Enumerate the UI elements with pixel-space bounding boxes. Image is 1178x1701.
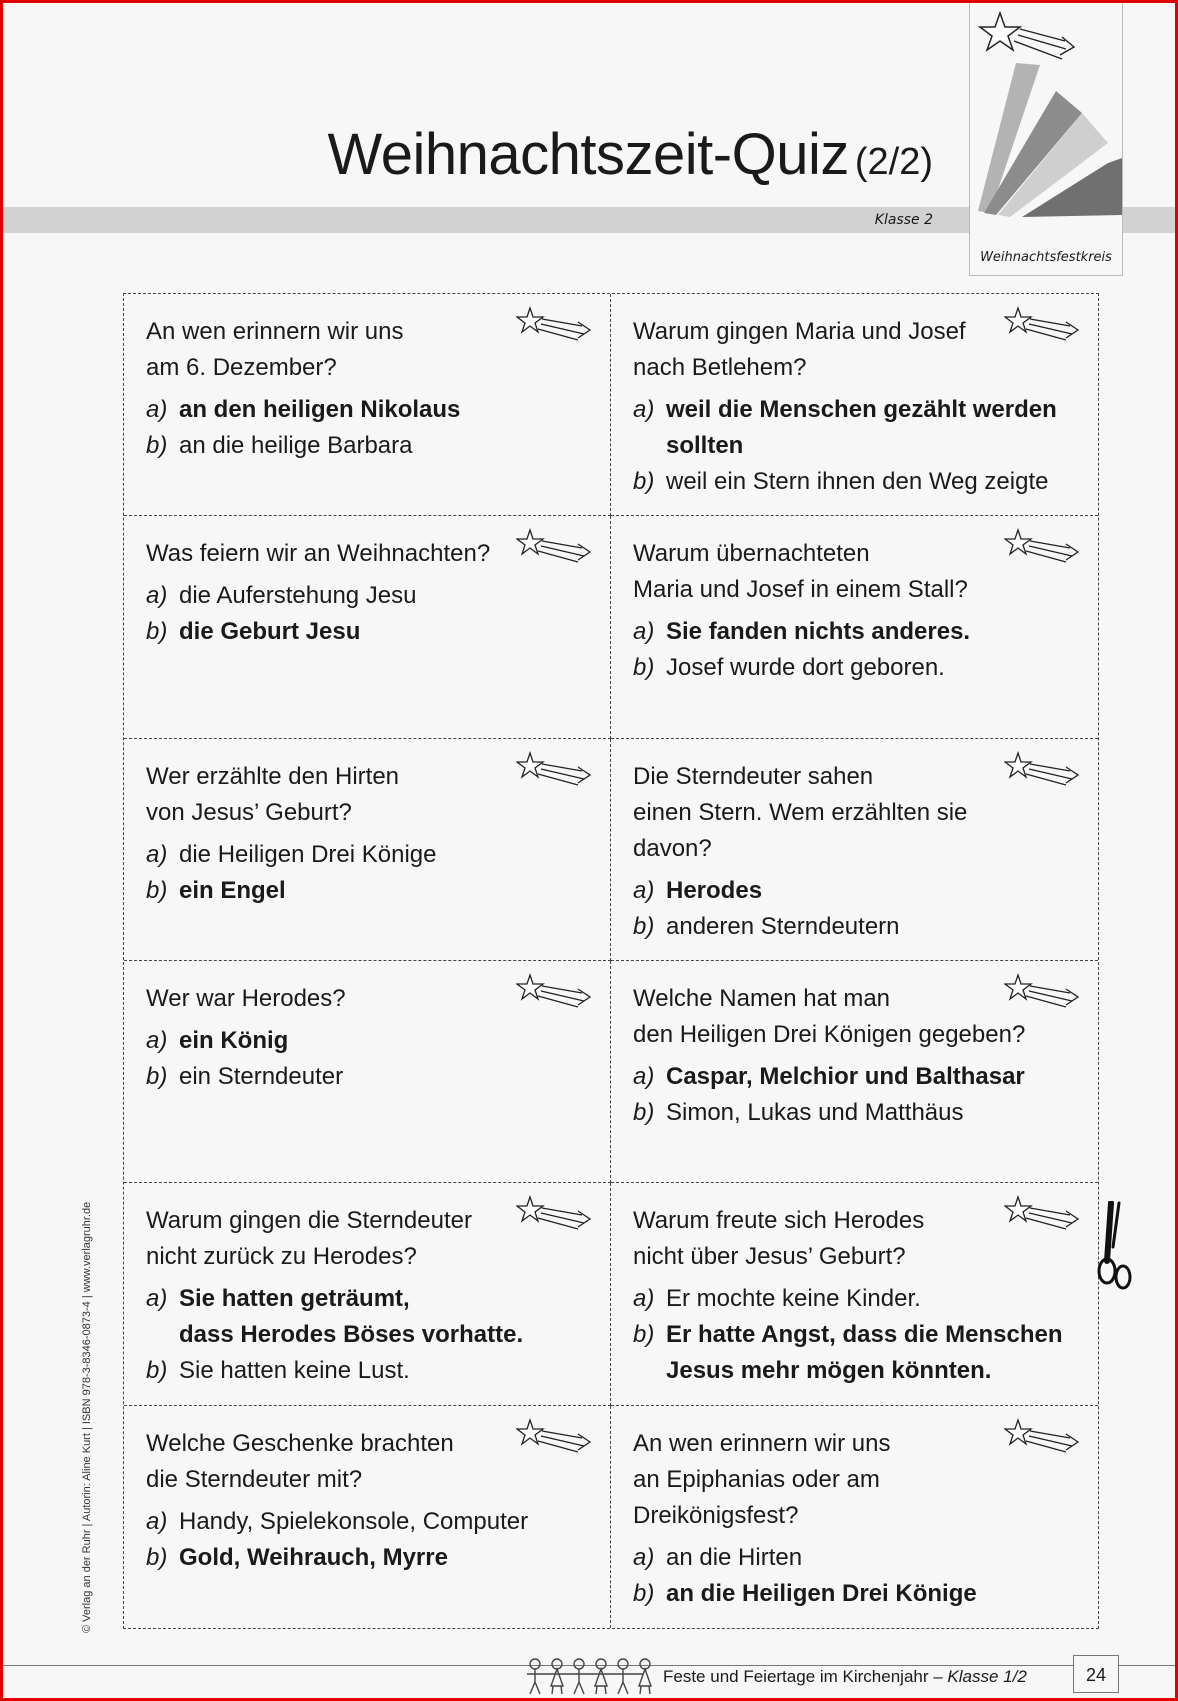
answer-text: Herodes bbox=[666, 876, 763, 904]
quiz-question: Wer war Herodes? bbox=[146, 984, 346, 1012]
title-main: Weihnachtszeit-Quiz bbox=[327, 122, 849, 187]
answer-letter: b) bbox=[633, 654, 655, 682]
answer-letter: b) bbox=[633, 1579, 655, 1607]
quiz-question: Welche Geschenke brachten die Sterndeuter mit? bbox=[146, 1429, 454, 1493]
answer-letter: a) bbox=[633, 876, 655, 904]
answer-text: ein Engel bbox=[179, 876, 286, 904]
children-chain-icon bbox=[525, 1656, 655, 1696]
quiz-question: Welche Namen hat man den Heiligen Drei Königen gegeben? bbox=[633, 984, 1026, 1048]
answer-option bbox=[146, 1281, 600, 1353]
answer-option bbox=[633, 1317, 1088, 1389]
answer-text: Sie fanden nichts anderes. bbox=[666, 618, 971, 646]
copyright-text: © Verlag an der Ruhr | Autorin: Aline Kurt | ISBN 978-3-8346-0873-4 | www.verlagruhr.de bbox=[81, 1201, 93, 1633]
shooting-star-icon bbox=[516, 1418, 596, 1456]
shooting-star-icon bbox=[1004, 1195, 1084, 1233]
quiz-card bbox=[124, 1183, 611, 1405]
answer-text: weil die Menschen gezählt werden sollten bbox=[666, 396, 1057, 459]
shooting-star-icon bbox=[1004, 973, 1084, 1011]
answer-text: Caspar, Melchior und Balthasar bbox=[666, 1062, 1025, 1090]
title-part: (2/2) bbox=[854, 141, 933, 183]
answer-letter: b) bbox=[633, 1098, 655, 1126]
answer-letter: b) bbox=[146, 1062, 168, 1090]
footer-grade: Klasse 1/2 bbox=[947, 1667, 1027, 1686]
answer-text: ein Sterndeuter bbox=[179, 1062, 344, 1090]
quiz-question: Was feiern wir an Weihnachten? bbox=[146, 540, 491, 568]
quiz-card bbox=[124, 1406, 611, 1628]
answer-option bbox=[146, 837, 600, 873]
answer-option bbox=[633, 614, 1088, 650]
answer-letter: a) bbox=[633, 1543, 655, 1571]
answer-letter: a) bbox=[633, 618, 655, 646]
answer-text: Gold, Weihrauch, Myrre bbox=[179, 1543, 448, 1571]
answer-option bbox=[633, 392, 1088, 464]
answer-text: ein König bbox=[179, 1026, 289, 1054]
answer-letter: b) bbox=[633, 1321, 655, 1349]
footer-text bbox=[663, 1667, 1027, 1687]
answer-letter: a) bbox=[146, 1285, 168, 1313]
answer-letter: b) bbox=[633, 468, 655, 495]
answer-letter: b) bbox=[633, 912, 655, 940]
shooting-star-icon bbox=[1004, 1418, 1084, 1456]
answer-text: Sie hatten keine Lust. bbox=[179, 1357, 410, 1385]
answer-option bbox=[146, 1059, 600, 1095]
answer-letter: b) bbox=[146, 618, 168, 646]
quiz-card bbox=[611, 739, 1098, 961]
answer-text: die Geburt Jesu bbox=[179, 618, 361, 646]
answer-option bbox=[146, 1504, 600, 1540]
shooting-star-icon bbox=[516, 528, 596, 566]
answer-option bbox=[146, 614, 600, 650]
shooting-star-icon bbox=[516, 973, 596, 1011]
answer-option bbox=[146, 578, 600, 614]
answer-option bbox=[633, 1281, 1088, 1317]
quiz-card-grid bbox=[123, 293, 1099, 1629]
answer-option bbox=[633, 909, 1088, 945]
answer-letter: a) bbox=[633, 1285, 655, 1313]
quiz-question: Warum freute sich Herodes nicht über Jesus’ Geburt? bbox=[633, 1207, 925, 1271]
answer-option bbox=[633, 873, 1088, 909]
answer-option bbox=[146, 392, 600, 428]
answer-letter: a) bbox=[146, 396, 168, 423]
answer-letter: a) bbox=[146, 1507, 168, 1535]
scissors-icon bbox=[1097, 1201, 1133, 1291]
quiz-question: Warum gingen die Sterndeuter nicht zurück zu Herodes? bbox=[146, 1207, 472, 1271]
quiz-card bbox=[611, 961, 1098, 1183]
quiz-card bbox=[611, 1183, 1098, 1405]
answer-option bbox=[146, 1540, 600, 1576]
answer-letter: b) bbox=[146, 1357, 168, 1385]
shooting-star-icon bbox=[516, 306, 596, 344]
answer-text: an die Hirten bbox=[666, 1543, 803, 1571]
answer-letter: b) bbox=[146, 876, 168, 904]
page-number: 24 bbox=[1073, 1655, 1119, 1693]
answer-option bbox=[633, 1576, 1088, 1612]
quiz-card bbox=[124, 516, 611, 738]
answer-option bbox=[633, 464, 1088, 500]
shooting-star-icon bbox=[516, 751, 596, 789]
answer-letter: a) bbox=[633, 396, 655, 423]
shooting-star-icon bbox=[1004, 751, 1084, 789]
answer-text: anderen Sterndeutern bbox=[666, 912, 900, 940]
category-label: Weihnachtsfestkreis bbox=[980, 250, 1112, 265]
quiz-question: An wen erinnern wir uns an Epiphanias oder am Dreikönigsfest? bbox=[633, 1429, 891, 1529]
shooting-star-icon bbox=[1004, 528, 1084, 566]
answer-text: an die Heiligen Drei Könige bbox=[666, 1579, 977, 1607]
answer-text: die Heiligen Drei Könige bbox=[179, 840, 437, 868]
page-title bbox=[3, 121, 933, 188]
answer-letter: a) bbox=[146, 1026, 168, 1054]
answer-option bbox=[633, 1540, 1088, 1576]
answer-text: Er hatte Angst, dass die Menschen Jesus mehr mögen könnten. bbox=[666, 1321, 1063, 1385]
category-tab bbox=[969, 3, 1123, 276]
answer-text: weil ein Stern ihnen den Weg zeigte bbox=[666, 468, 1049, 495]
quiz-card bbox=[611, 1406, 1098, 1628]
quiz-question: Die Sterndeuter sahen einen Stern. Wem erzählten sie davon? bbox=[633, 762, 968, 862]
shooting-star-icon bbox=[516, 1195, 596, 1233]
answer-option bbox=[633, 1095, 1088, 1131]
quiz-card bbox=[611, 294, 1098, 516]
answer-text: Simon, Lukas und Matthäus bbox=[666, 1098, 964, 1126]
answer-letter: a) bbox=[146, 582, 168, 610]
answer-text: Josef wurde dort geboren. bbox=[666, 654, 945, 682]
answer-letter: b) bbox=[146, 432, 168, 459]
quiz-card bbox=[124, 739, 611, 961]
answer-letter: a) bbox=[146, 840, 168, 868]
footer-series: Feste und Feiertage im Kirchenjahr – bbox=[663, 1667, 948, 1686]
answer-option bbox=[633, 1059, 1088, 1095]
answer-letter: a) bbox=[633, 1062, 655, 1090]
quiz-card bbox=[611, 516, 1098, 738]
answer-option bbox=[146, 1353, 600, 1389]
answer-text: die Auferstehung Jesu bbox=[179, 582, 417, 610]
answer-option bbox=[146, 873, 600, 909]
quiz-question: An wen erinnern wir uns am 6. Dezember? bbox=[146, 318, 404, 381]
answer-option bbox=[146, 428, 600, 464]
quiz-question: Wer erzählte den Hirten von Jesus’ Geburt? bbox=[146, 762, 400, 826]
answer-text: an die heilige Barbara bbox=[179, 432, 413, 459]
shooting-star-rays-icon bbox=[970, 3, 1122, 243]
answer-text: Sie hatten geträumt, dass Herodes Böses vorhatte. bbox=[179, 1285, 524, 1349]
answer-option bbox=[633, 650, 1088, 686]
answer-text: Handy, Spielekonsole, Computer bbox=[179, 1507, 529, 1535]
quiz-question: Warum übernachteten Maria und Josef in einem Stall? bbox=[633, 540, 968, 604]
answer-option bbox=[146, 1023, 600, 1059]
answer-letter: b) bbox=[146, 1543, 168, 1571]
quiz-card bbox=[124, 961, 611, 1183]
quiz-card bbox=[124, 294, 611, 516]
grade-label: Klasse 2 bbox=[874, 212, 933, 228]
quiz-question: Warum gingen Maria und Josef nach Betlehem? bbox=[633, 318, 966, 381]
answer-text: an den heiligen Nikolaus bbox=[179, 396, 461, 423]
answer-text: Er mochte keine Kinder. bbox=[666, 1285, 921, 1313]
shooting-star-icon bbox=[1004, 306, 1084, 344]
